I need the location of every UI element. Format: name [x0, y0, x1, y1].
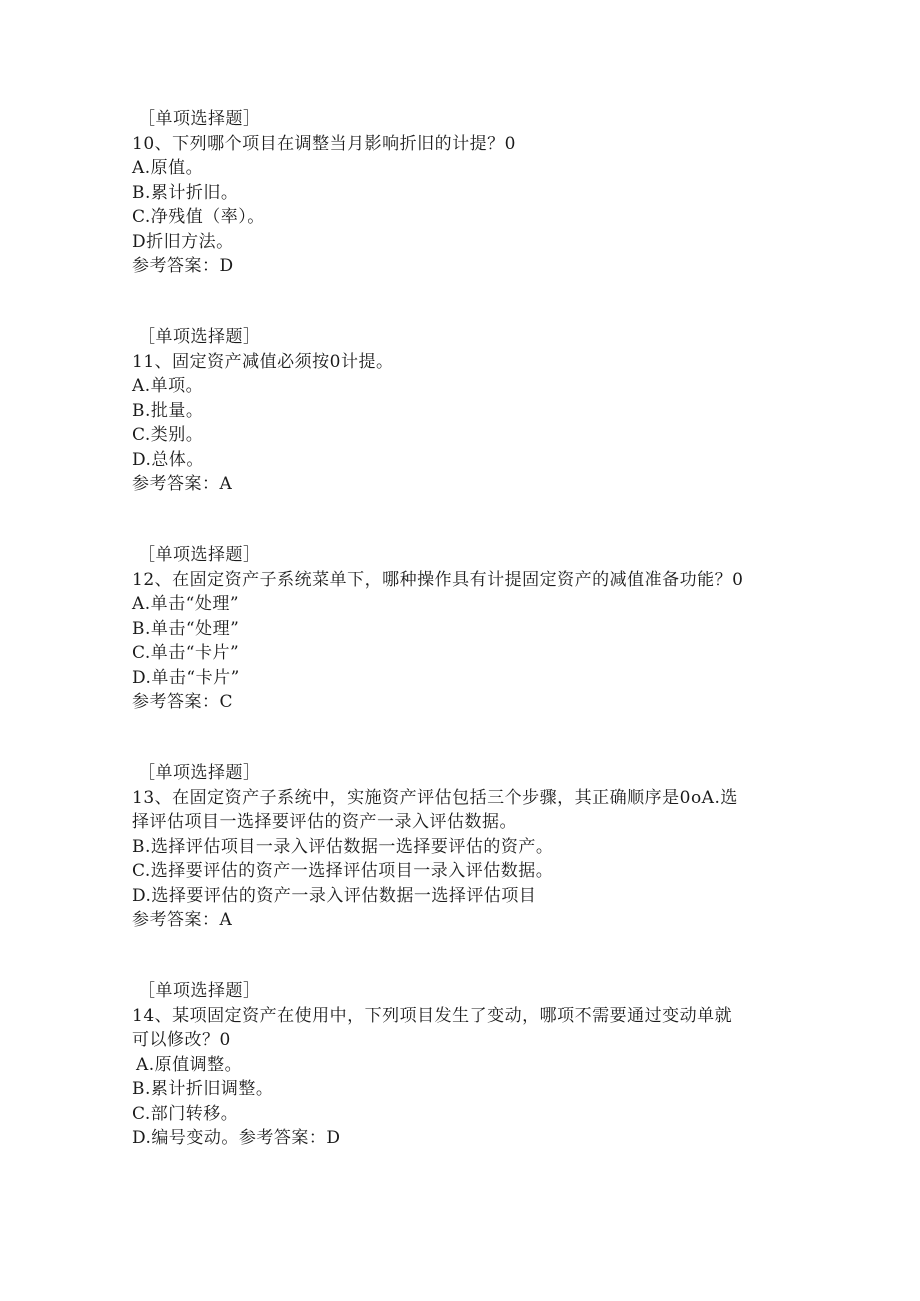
- reference-answer: 参考答案：A: [132, 910, 233, 930]
- option-d: D折旧方法。: [132, 231, 234, 252]
- option-c: C.净残值（率）。: [132, 207, 265, 227]
- option-b: B.选择评估项目一录入评估数据一选择要评估的资产。: [132, 836, 554, 857]
- question-stem: 12、在固定资产子系统菜单下，哪种操作具有计提固定资产的减值准备功能？0: [132, 569, 744, 590]
- option-d: D.单击“卡片”: [132, 667, 240, 688]
- question-block: [132, 761, 782, 933]
- reference-answer: 参考答案：C: [132, 692, 234, 712]
- option-c: C.部门转移。: [132, 1103, 239, 1124]
- reference-answer: 参考答案：D: [132, 256, 234, 276]
- option-a: A.单项。: [132, 376, 204, 396]
- option-b: B.累计折旧。: [132, 182, 239, 203]
- option-c: C.单击“卡片”: [132, 643, 240, 663]
- question-stem-continued: 择评估项目一选择要评估的资产一录入评估数据。: [132, 812, 517, 832]
- question-stem: 14、某项固定资产在使用中，下列项目发生了变动，哪项不需要通过变动单就: [132, 1005, 733, 1026]
- question-stem: 10、下列哪个项目在调整当月影响折旧的计提？0: [132, 133, 516, 154]
- question-type: ［单项选择题］: [138, 545, 261, 565]
- option-b: B.单击“处理”: [132, 618, 240, 639]
- option-d: D.总体。: [132, 449, 204, 470]
- option-a: A.原值。: [132, 158, 204, 178]
- question-block: [132, 543, 782, 715]
- question-stem-continued: 可以修改？0: [132, 1030, 231, 1050]
- option-a: A.原值调整。: [136, 1054, 243, 1075]
- option-b: B.累计折旧调整。: [132, 1079, 274, 1099]
- question-block: [132, 325, 782, 497]
- question-type: ［单项选择题］: [138, 327, 261, 347]
- question-block: [132, 979, 782, 1151]
- option-c: C.类别。: [132, 425, 204, 445]
- option-d: D.选择要评估的资产一录入评估数据一选择评估项目: [132, 885, 537, 906]
- question-stem: 13、在固定资产子系统中，实施资产评估包括三个步骤，其正确顺序是0oA.选: [132, 787, 738, 808]
- question-stem: 11、固定资产减值必须按0计提。: [132, 351, 394, 372]
- option-c: C.选择要评估的资产一选择评估项目一录入评估数据。: [132, 861, 554, 881]
- option-a: A.单击“处理”: [132, 594, 240, 614]
- question-block: [132, 107, 782, 279]
- question-type: ［单项选择题］: [138, 763, 261, 783]
- reference-answer: 参考答案：A: [132, 474, 233, 494]
- option-b: B.批量。: [132, 400, 204, 421]
- question-type: ［单项选择题］: [138, 981, 261, 1001]
- option-d-with-answer: D.编号变动。参考答案：D: [132, 1128, 341, 1148]
- question-type: ［单项选择题］: [138, 109, 261, 129]
